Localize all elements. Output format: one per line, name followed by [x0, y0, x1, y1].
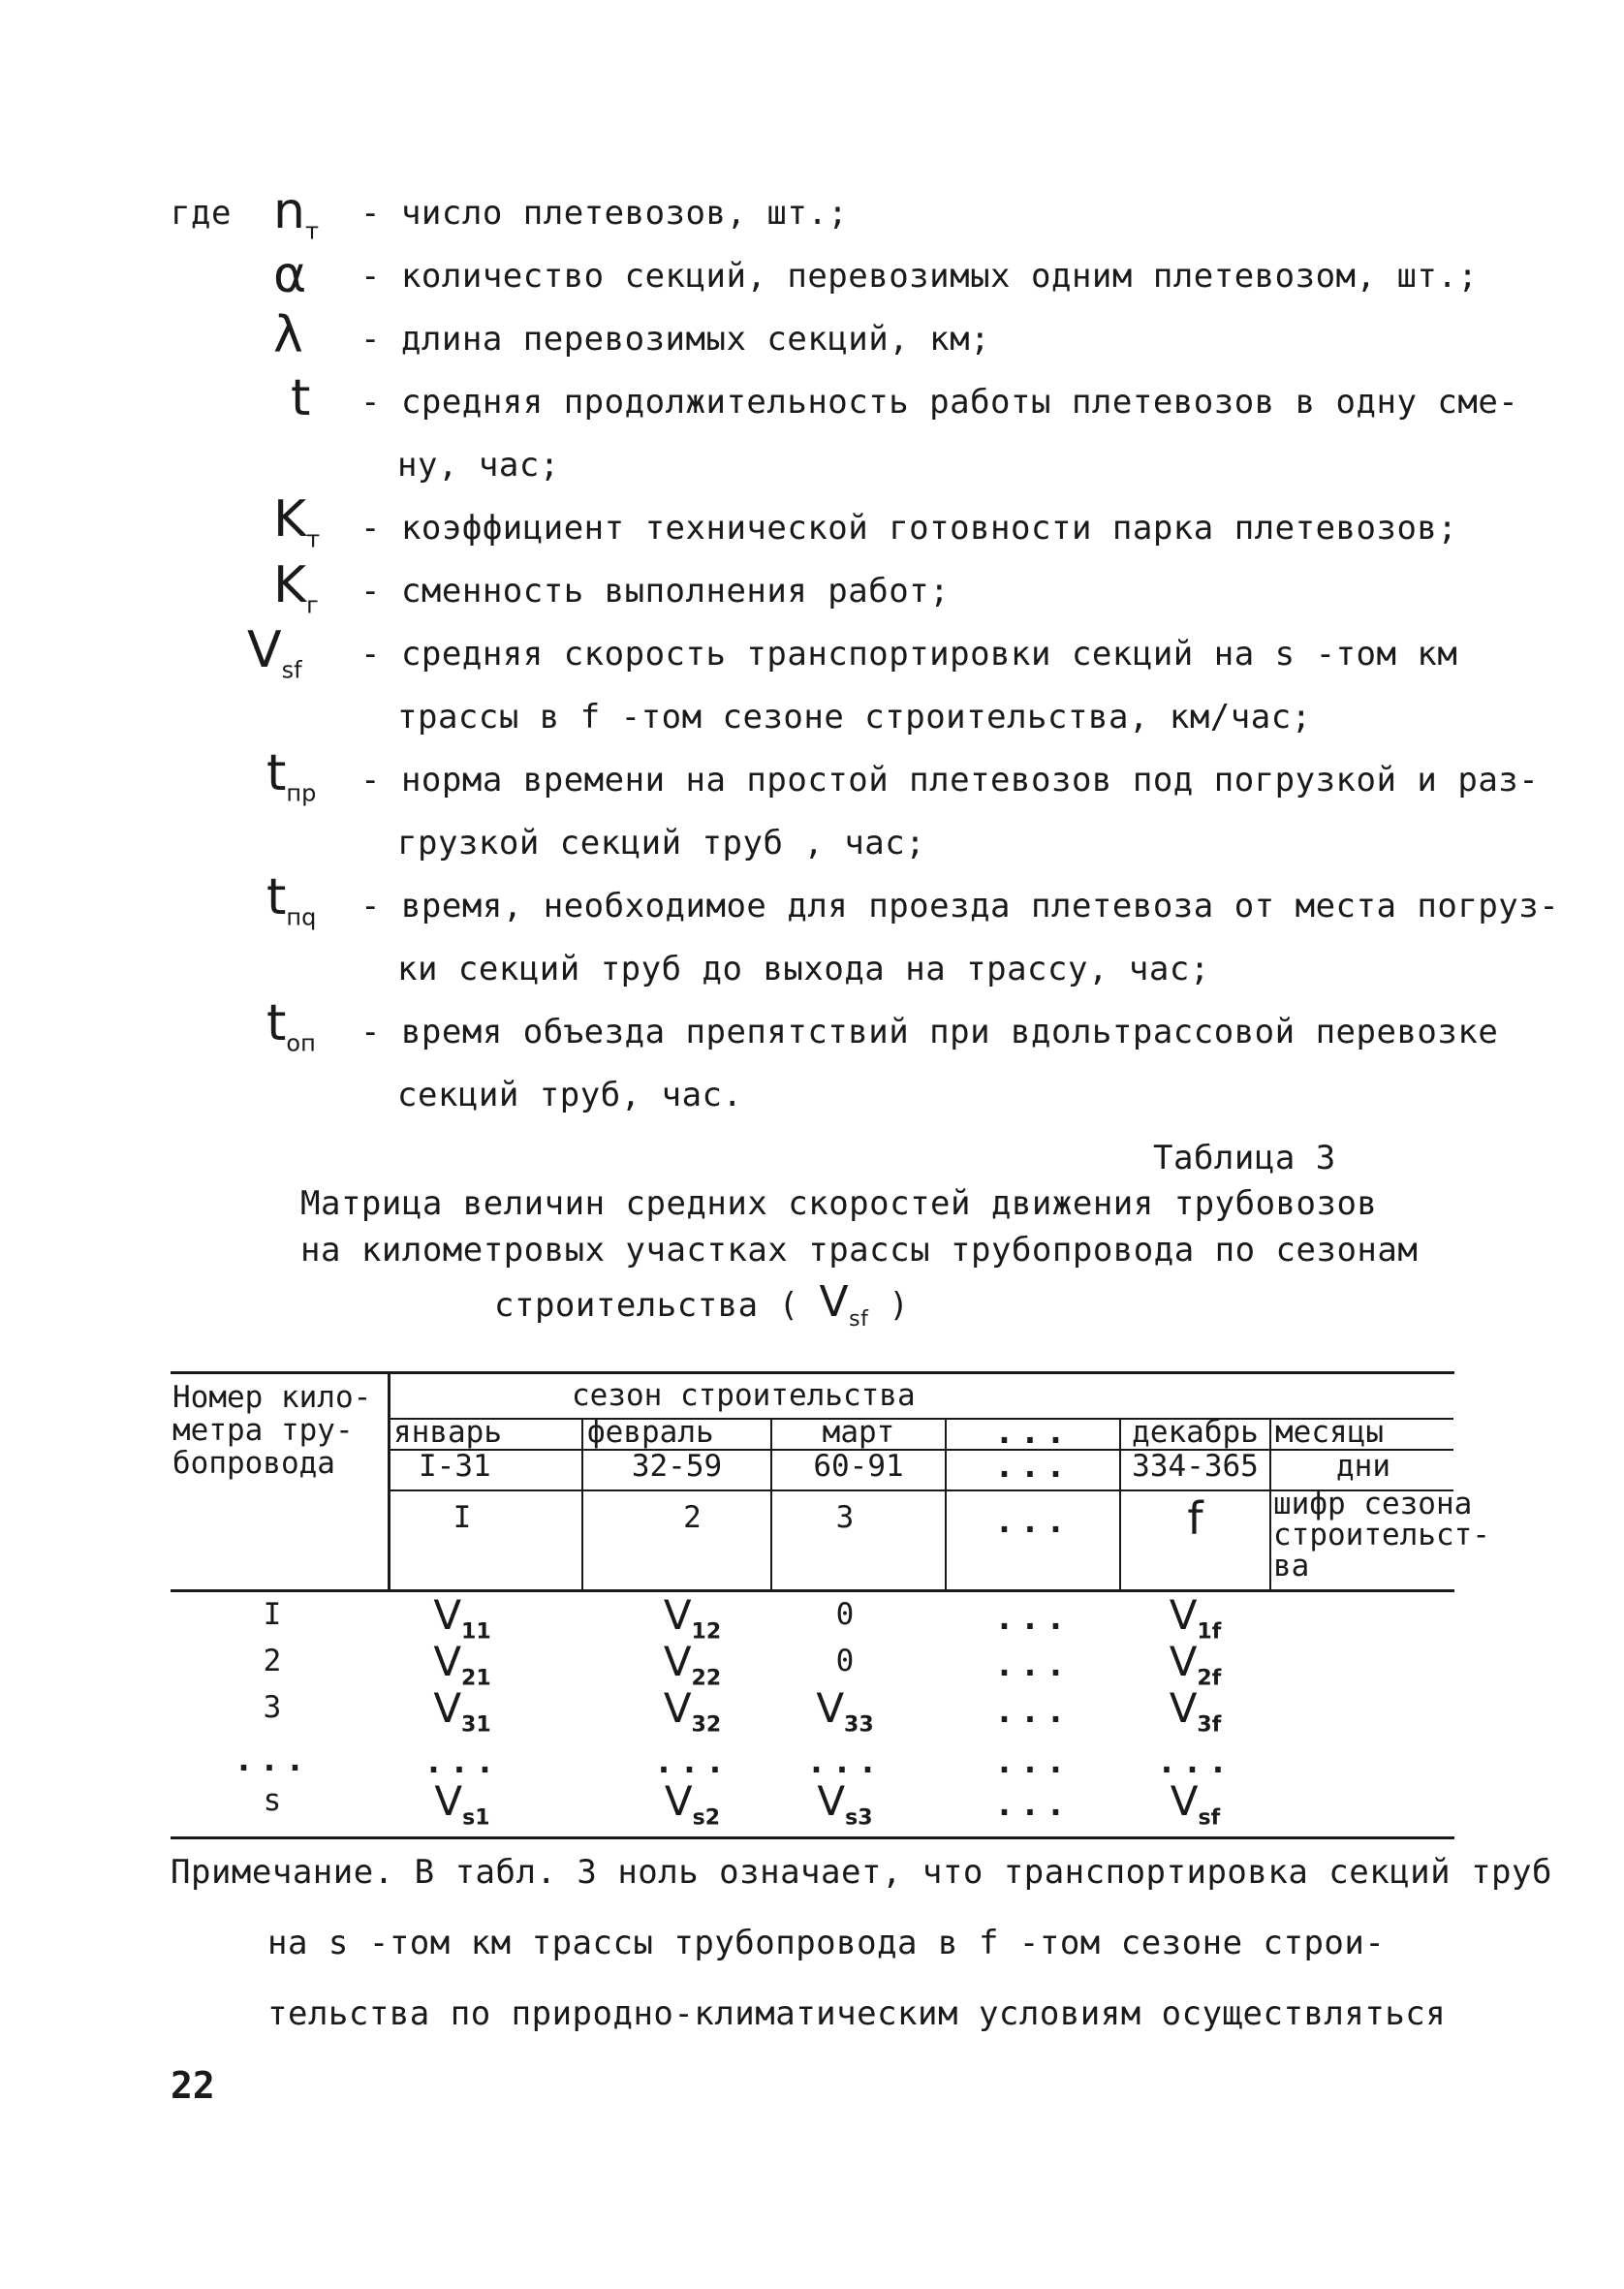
symbol-t: t	[291, 369, 311, 427]
speed-cell: $V_{1f}$	[1169, 1591, 1222, 1645]
days-cell: ...	[994, 1447, 1072, 1486]
definition-text: - длина перевозимых секций, км;	[360, 320, 991, 359]
month-cell: февраль	[587, 1415, 714, 1450]
note-line: тельства по природно-климатическим условиям осуществляться	[267, 1994, 1447, 2033]
speed-cell: $V_{12}$	[663, 1591, 722, 1645]
km-cell: 3	[263, 1690, 282, 1725]
km-cell: 2	[263, 1644, 282, 1678]
symbol-n-t: $n_т$	[273, 182, 319, 245]
km-cell: I	[263, 1597, 282, 1632]
symbol-k-t: $K_т$	[273, 490, 321, 553]
code-cell: 2	[683, 1500, 702, 1535]
definition-text: - число плетевозов, шт.;	[360, 194, 849, 233]
speed-cell: $V_{11}$	[433, 1591, 491, 1645]
days-cell: I-31	[419, 1449, 491, 1484]
speed-cell: ...	[994, 1692, 1072, 1731]
speed-cell: ...	[994, 1646, 1072, 1684]
month-cell: месяцы	[1275, 1415, 1384, 1450]
caption-line: Матрица величин средних скоростей движения трубовозов	[300, 1184, 1378, 1223]
definition-text: - сменность выполнения работ;	[360, 572, 951, 611]
speed-cell: $V_{21}$	[433, 1638, 491, 1691]
definition-text-cont: ки секций труб до выхода на трассу, час;	[397, 950, 1210, 988]
month-cell: ...	[994, 1413, 1072, 1452]
symbol-t-op: $t_{оп}$	[266, 994, 316, 1057]
speed-cell: $V_{22}$	[663, 1638, 722, 1691]
speed-cell: 0	[835, 1597, 855, 1632]
caption-line: строительства ( $V_{sf}$ )	[494, 1277, 910, 1332]
speed-cell: $V_{s2}$	[664, 1777, 721, 1831]
header-season: сезон строительства	[572, 1378, 916, 1413]
month-cell: декабрь	[1132, 1415, 1259, 1450]
definition-text-cont: секций труб, час.	[397, 1076, 743, 1114]
speed-cell: ...	[994, 1785, 1072, 1824]
definition-text-cont: грузкой секций труб , час;	[397, 824, 926, 862]
days-cell: 334-365	[1132, 1449, 1259, 1484]
intro-word: где	[171, 194, 232, 233]
speed-cell: ...	[994, 1599, 1072, 1638]
page-number: 22	[171, 2064, 215, 2107]
speed-cell: ...	[653, 1742, 732, 1781]
definition-text: - время, необходимое для проезда плетевоза от места погруз-	[360, 887, 1560, 925]
symbol-t-pr: $t_{пр}$	[266, 744, 317, 807]
definition-text: - средняя продолжительность работы плетевозов в одну сме-	[360, 383, 1519, 422]
speed-cell: $V_{31}$	[433, 1684, 491, 1738]
note-line: на s -том км трассы трубопровода в f -том сезоне строи-	[267, 1924, 1386, 1962]
symbol-k-g: $K_г$	[273, 556, 319, 619]
table-label: Таблица 3	[1153, 1139, 1336, 1177]
speed-cell: $V_{3f}$	[1169, 1684, 1222, 1738]
header-km: Номер кило- метра тру- бопровода	[172, 1380, 372, 1481]
definition-text: - средняя скорость транспортировки секций на s -том км	[360, 635, 1458, 674]
km-cell: s	[263, 1783, 282, 1818]
table-bottom-rule	[171, 1836, 1454, 1839]
symbol-v-sf: $V_{sf}$	[247, 621, 302, 684]
symbol-alpha: α	[273, 246, 307, 304]
speed-cell: ...	[1156, 1742, 1234, 1781]
caption-line: на километровых участках трассы трубопровода по сезонам	[300, 1231, 1419, 1270]
days-cell: 60-91	[813, 1449, 904, 1484]
definition-text-cont: ну, час;	[397, 446, 560, 485]
speed-cell: ...	[994, 1742, 1072, 1781]
month-cell: январь	[393, 1415, 502, 1450]
speed-cell: $V_{sf}$	[1170, 1777, 1221, 1831]
speed-cell: $V_{32}$	[663, 1684, 722, 1738]
code-cell: f	[1187, 1492, 1203, 1545]
speed-cell: ...	[423, 1742, 501, 1781]
speed-cell: $V_{2f}$	[1169, 1638, 1222, 1691]
table-top-rule	[171, 1371, 1454, 1374]
definition-text: - коэффициент технической готовности парка плетевозов;	[360, 509, 1458, 548]
code-cell: I	[453, 1500, 472, 1535]
symbol-lambda: λ	[273, 306, 303, 364]
symbol-t-pq: $t_{пq}$	[266, 868, 317, 931]
note-line: Примечание. В табл. 3 ноль означает, что транспортировка секций труб	[171, 1853, 1552, 1892]
code-label: шифр сезона строительст- ва	[1273, 1487, 1490, 1583]
speed-cell: 0	[835, 1644, 855, 1678]
days-cell: 32-59	[631, 1449, 723, 1484]
month-cell: март	[822, 1415, 895, 1450]
speed-cell: ...	[806, 1742, 884, 1781]
days-cell: дни	[1336, 1449, 1390, 1484]
definition-text: - количество секций, перевозимых одним плетевозом, шт.;	[360, 257, 1479, 296]
definition-text: - время объезда препятствий при вдольтрассовой перевозке	[360, 1013, 1499, 1051]
speed-cell: $V_{33}$	[816, 1684, 874, 1738]
definition-text: - норма времени на простой плетевозов под погрузкой и раз-	[360, 761, 1540, 800]
code-cell: 3	[835, 1500, 855, 1535]
code-cell: ...	[994, 1502, 1072, 1541]
speed-cell: $V_{s3}$	[817, 1777, 873, 1831]
speed-cell: $V_{s1}$	[434, 1777, 490, 1831]
definition-text-cont: трассы в f -том сезоне строительства, км/час;	[397, 698, 1312, 737]
km-cell: ...	[234, 1740, 311, 1779]
